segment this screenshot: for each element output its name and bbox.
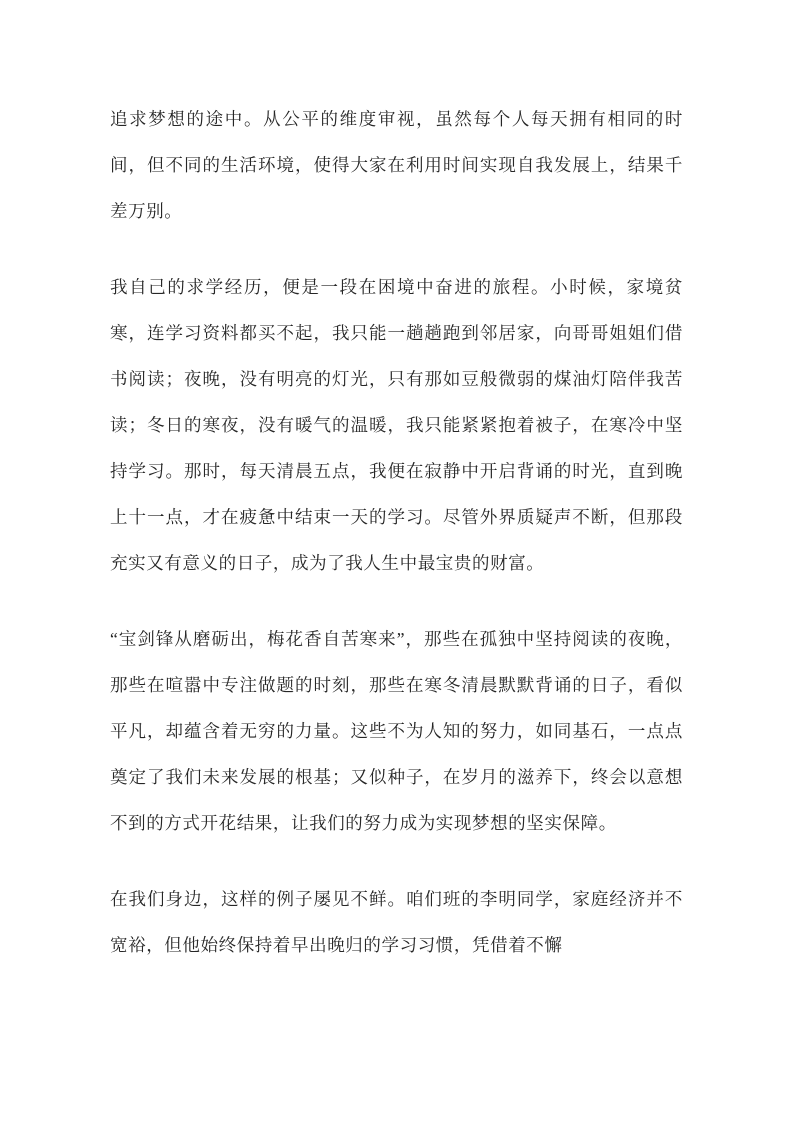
- paragraph: 在我们身边，这样的例子屡见不鲜。咱们班的李明同学，家庭经济并不宽裕，但他始终保持着早出晚归的学习习惯，凭借着不懈: [110, 889, 683, 955]
- paragraph: 追求梦想的途中。从公平的维度审视，虽然每个人每天拥有相同的时间，但不同的生活环境，使得大家在利用时间实现自我发展上，结果千差万别。: [110, 109, 683, 221]
- paragraph: “宝剑锋从磨砺出，梅花香自苦寒来”，那些在孤独中坚持阅读的夜晚，那些在喧嚣中专注做题的时刻，那些在寒冬清晨默默背诵的日子，看似平凡，却蕴含着无穷的力量。这些不为人知的努力，如同基石，一点点奠定了我们未来发展的根基；又似种子，在岁月的滋养下，终会以意想不到的方式开花结果，让我们的努力成为实现梦想的坚实保障。: [110, 629, 683, 833]
- paragraph: 我自己的求学经历，便是一段在困境中奋进的旅程。小时候，家境贫寒，连学习资料都买不起，我只能一趟趟跑到邻居家，向哥哥姐姐们借书阅读；夜晚，没有明亮的灯光，只有那如豆般微弱的煤油灯陪伴我苦读；冬日的寒夜，没有暖气的温暖，我只能紧紧抱着被子，在寒冷中坚持学习。那时，每天清晨五点，我便在寂静中开启背诵的时光，直到晚上十一点，才在疲惫中结束一天的学习。尽管外界质疑声不断，但那段充实又有意义的日子，成为了我人生中最宝贵的财富。: [110, 277, 683, 573]
- document-body: [110, 96, 683, 968]
